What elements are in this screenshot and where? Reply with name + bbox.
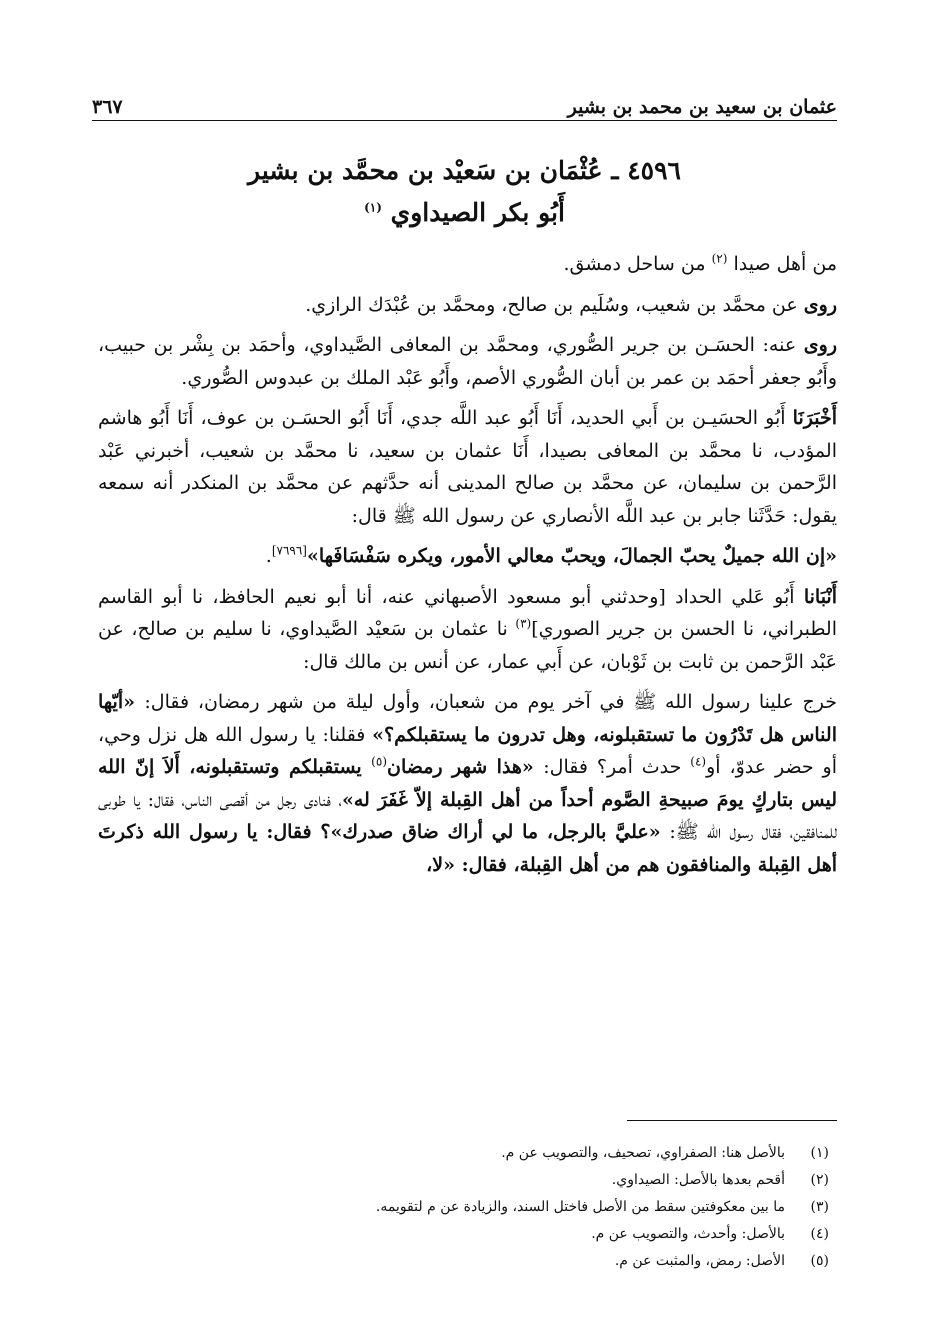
footnote-text: الأصل: رمض، والمثبت عن م.	[614, 1253, 785, 1269]
footnote-1	[92, 1140, 829, 1167]
footnote-ref-4[interactable]: (٤)	[690, 754, 707, 769]
story-text-c: فقلنا: يا رسول الله هل نزل وحي، أو حضر عدوّ، أو	[98, 723, 838, 778]
anbana-text-b: نا عثمان بن سَعيْد الصَّيداوي، نا سليم بن صالح، عن عَبْد الرَّحمن بن ثابت بن ثَوْبان، عن أَبي عمار، عن أنس بن مالك قال:	[98, 618, 837, 673]
origin-text-a: من أهل صيدا	[733, 253, 837, 275]
footnote-text: بالأصل هنا: الصفراوي، تصحيف، والتصويب عن م.	[501, 1145, 785, 1161]
entry-title-line1: ٤٥٩٦ ـ عُثْمَان بن سَعيْد بن محمَّد بن بشير	[248, 156, 681, 185]
footnote-number: (٣)	[810, 1199, 829, 1215]
story-text-e: «هذا شهر رمضان	[387, 756, 544, 778]
story-text-f: يستقبلكم وتستقبلونه، أَلاَ إنّ الله ليس بتاركٍ يومَ صبيحةِ الصَّوم أحداً من أهل القِبلة إلاّ غَفَرَ له»	[98, 756, 837, 811]
paragraph-rawa-anhu	[98, 329, 837, 394]
footnote-ref-2[interactable]: (٢)	[711, 251, 728, 266]
footnote-number: (٤)	[810, 1226, 829, 1242]
footnote-text: ما بين معكوفتين سقط من الأصل فاختل السند، والزيادة عن م لتقويمه.	[375, 1199, 785, 1215]
footnote-text: بالأصل: وأحدث، والتصويب عن م.	[591, 1226, 785, 1242]
hadith-1-text: «إن الله جميلٌ يحبّ الجمالَ، ويحبّ معالي الأمور، ويكره سَفْسَافَها»	[306, 545, 837, 567]
footnotes	[92, 1140, 829, 1275]
footnote-rule	[627, 1120, 837, 1121]
running-head	[92, 84, 837, 118]
anbana-label: أَنْبَانا	[803, 585, 837, 608]
running-title: عثمان بن سعيد بن محمد بن بشير	[567, 96, 837, 118]
hadith-1-end: .	[265, 545, 272, 567]
footnote-text: أقحم بعدها بالأصل: الصيداوي.	[611, 1172, 785, 1188]
story-text-h: «عليَّ بالرجل، ما لي أراك ضاق صدرك»؟ فقال: يا رسول الله ذكرتَ أهل القِبلة والمنافقون هم من أهل القِبلة، فقال: «لا،	[98, 821, 837, 876]
footnote-2	[92, 1167, 829, 1194]
footnote-ref-1[interactable]: (١)	[364, 200, 382, 215]
hadith-1-ref: [٧٦٩٦]	[271, 543, 307, 558]
origin-text-b: من ساحل دمشق.	[563, 253, 706, 275]
footnote-ref-3[interactable]: (٣)	[515, 616, 532, 631]
story-text-b: «أيّها الناس هل تَدْرُون ما تستقبلونه، وهل تدرون ما يستقبلكم؟»	[98, 691, 837, 746]
paragraph-akhbarana	[98, 402, 837, 532]
footnote-4	[92, 1221, 829, 1248]
footnote-number: (٢)	[810, 1172, 829, 1188]
anbana-text-a: أَبُو عَلي الحداد [وحدثني أبو مسعود الأصبهاني عنه، أنا أبو نعيم الحافظ، نا أبو القاسم الطبراني، نا الحسن بن جرير الصوري]	[98, 585, 837, 640]
akhbarana-label: أَخْبَرَنَا	[792, 407, 837, 429]
footnote-number: (٥)	[810, 1253, 829, 1269]
entry-title-line2: أَبُو بكر الصيداوي	[390, 198, 565, 227]
rawa-anhu-label: روى	[803, 334, 837, 356]
paragraph-anbana	[98, 581, 837, 679]
footnote-3	[92, 1194, 829, 1221]
header-rule	[92, 120, 837, 121]
entry-title	[92, 150, 837, 234]
story-text-d: حدث أمر؟ فقال:	[543, 756, 691, 778]
footnote-ref-5[interactable]: (٥)	[371, 754, 387, 769]
entry-title-line2-wrap	[92, 192, 837, 234]
footnote-number: (١)	[810, 1145, 829, 1161]
rawa-label: روى	[803, 293, 837, 316]
paragraph-hadith-1	[98, 540, 837, 573]
rawa-text: عن محمَّد بن شعيب، وسُلَيم بن صالح، ومحمَّد بن عُبْدَك الرازي.	[305, 293, 804, 316]
story-text-g: ، فنادى رجل من أقصى الناس، فقال: يا طوبى للمنافقين، فقال رسول الله ﷺ:	[98, 788, 837, 843]
footnote-5	[92, 1248, 829, 1275]
paragraph-rawa	[98, 289, 837, 322]
paragraph-origin	[98, 248, 837, 281]
paragraph-story	[98, 686, 837, 881]
page-number: ٣٦٧	[92, 96, 123, 118]
akhbarana-text: أَبُو الحسَيـن بن أَبي الحديد، أَنَا أَبُو عبد اللَّه جدي، أَنَا أَبُو الحسَـن بن عوف، أَنَا أَبُو هاشم المؤدب، نا محمَّد بن المعافى بصيدا، أَنَا عثمان بن سعيد، نا محمَّد بن شعيب، أخبرني عَبْد الرَّحمن بن سليمان، عن محمَّد بن صالح المدينى أنه حدَّثهم عن محمَّد بن المنكدر أنه سمعه يقول: حَدَّثَنا جابر بن عبد اللَّه الأنصاري عن رسول الله ﷺ قال:	[98, 407, 837, 527]
body-text	[98, 248, 837, 889]
rawa-anhu-text: عنه: الحسَـن بن جرير الصُّوري، ومحمَّد بن المعافى الصَّيداوي، وأحمَد بن بِشْر بن حبيب، وأَبُو جعفر أحمَد بن عمر بن أبان الصُّوري الأصم، وأَبُو عَبْد الملك بن عبدوس الصُّوري.	[98, 334, 837, 389]
story-text-a: خرج علينا رسول الله ﷺ في آخر يوم من شعبان، وأول ليلة من شهر رمضان، فقال:	[144, 691, 838, 713]
